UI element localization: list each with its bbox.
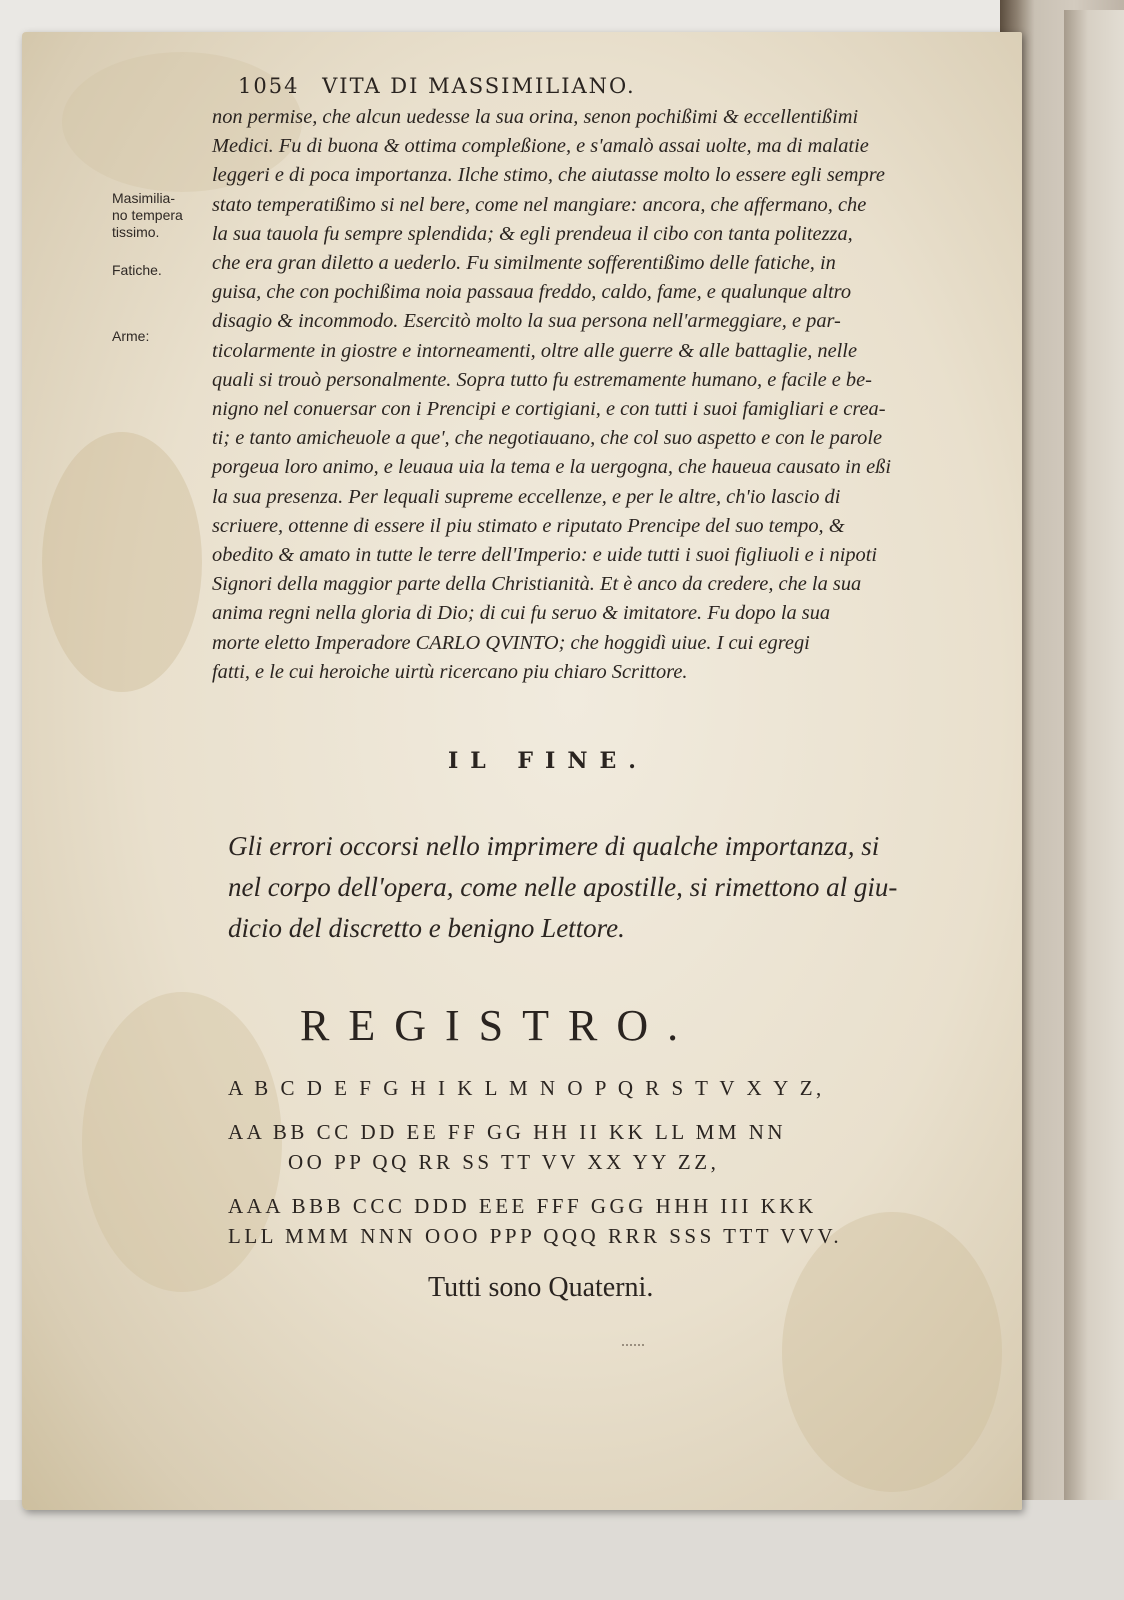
text-line: non permise, che alcun uedesse la sua orina, senon pochißimi & eccellentißimi xyxy=(212,106,859,128)
margin-note: Masimilia- xyxy=(112,190,175,206)
text-line: Medici. Fu di buona & ottima compleßione, e s'amalò assai uolte, ma di malatie xyxy=(212,135,869,158)
running-title: VITA DI MASSIMILIANO. xyxy=(322,74,636,98)
book-page-edges xyxy=(1064,10,1124,1550)
text-line: disagio & incommodo. Esercitò molto la sua persona nell'armeggiare, e par- xyxy=(212,310,841,333)
errata-line: nel corpo dell'opera, come nelle apostille, si rimettono al giu- xyxy=(228,872,898,902)
margin-note: no tempera xyxy=(112,207,183,223)
ornament xyxy=(622,1344,644,1352)
text-line: morte eletto Imperadore CARLO QVINTO; che hoggidì uiue. I cui egregi xyxy=(212,631,810,654)
registro-row: OO PP QQ RR SS TT VV XX YY ZZ, xyxy=(288,1150,720,1174)
text-line: anima regni nella gloria di Dio; di cui fu seruo & imitatore. Fu dopo la sua xyxy=(212,602,831,625)
body-text xyxy=(212,103,962,687)
text-line: leggeri e di poca importanza. Ilche stimo, che aiutasse molto lo essere egli sempre xyxy=(212,164,885,187)
text-line: stato temperatißimo si nel bere, come nel mangiare: ancora, che affermano, che xyxy=(212,193,867,216)
text-line: ti; e tanto amicheuole a que', che negotiauano, che col suo aspetto e con le parole xyxy=(212,427,883,450)
the-end-heading: IL FINE. xyxy=(448,748,648,774)
errata-line: dicio del discretto e benigno Lettore. xyxy=(228,913,625,943)
text-line: porgeua loro animo, e leuaua uia la tema e la uergogna, che haueua causato in eßi xyxy=(212,456,892,479)
registro-row: A B C D E F G H I K L M N O P Q R S T V X Y Z, xyxy=(228,1076,825,1100)
text-line: nigno nel conuersar con i Prencipi e cortigiani, e con tutti i suoi famigliari e crea- xyxy=(212,398,886,421)
registro-row: AA BB CC DD EE FF GG HH II KK LL MM NN xyxy=(228,1120,787,1144)
text-line: quali si trouò personalmente. Sopra tutto fu estremamente humano, e facile e be- xyxy=(212,368,872,391)
quaterni-note: Tutti sono Quaterni. xyxy=(428,1272,654,1303)
text-line: la sua tauola fu sempre splendida; & egli prendeua il cibo con tanta politezza, xyxy=(212,222,853,245)
running-head xyxy=(238,74,818,98)
registro-row: LLL MMM NNN OOO PPP QQQ RRR SSS TTT VVV. xyxy=(228,1224,843,1248)
text-line: obedito & amato in tutte le terre dell'Imperio: e uide tutti i suoi figliuoli e i nipoti xyxy=(212,544,878,567)
registro-row: AAA BBB CCC DDD EEE FFF GGG HHH III KKK xyxy=(228,1194,817,1218)
text-line: ticolarmente in giostre e intorneamenti, oltre alle guerre & alle battaglie, nelle xyxy=(212,339,858,362)
margin-note: tissimo. xyxy=(112,224,160,240)
errata-note xyxy=(228,826,948,949)
page-stain xyxy=(42,432,202,692)
page-stain xyxy=(782,1212,1002,1492)
registro-heading: REGISTRO. xyxy=(300,1001,698,1050)
text-line: scriuere, ottenne di essere il piu stimato e riputato Prencipe del suo tempo, & xyxy=(212,514,845,537)
table-surface xyxy=(0,1500,1124,1600)
text-line: la sua presenza. Per lequali supreme eccellenze, e per le altre, ch'io lascio di xyxy=(212,485,841,508)
text-line: Signori della maggior parte della Christianità. Et è anco da credere, che la sua xyxy=(212,573,862,596)
text-line: guisa, che con pochißima noia passaua freddo, caldo, fame, e qualunque altro xyxy=(212,281,852,304)
errata-line: Gli errori occorsi nello imprimere di qualche importanza, si xyxy=(228,831,880,861)
page-number: 1054 xyxy=(238,74,300,98)
text-line: che era gran diletto a uederlo. Fu similmente sofferentißimo delle fatiche, in xyxy=(212,252,836,275)
margin-note: Arme: xyxy=(112,328,150,344)
text-line: fatti, e le cui heroiche uirtù ricercano piu chiaro Scrittore. xyxy=(212,660,688,683)
margin-note: Fatiche. xyxy=(112,262,162,278)
